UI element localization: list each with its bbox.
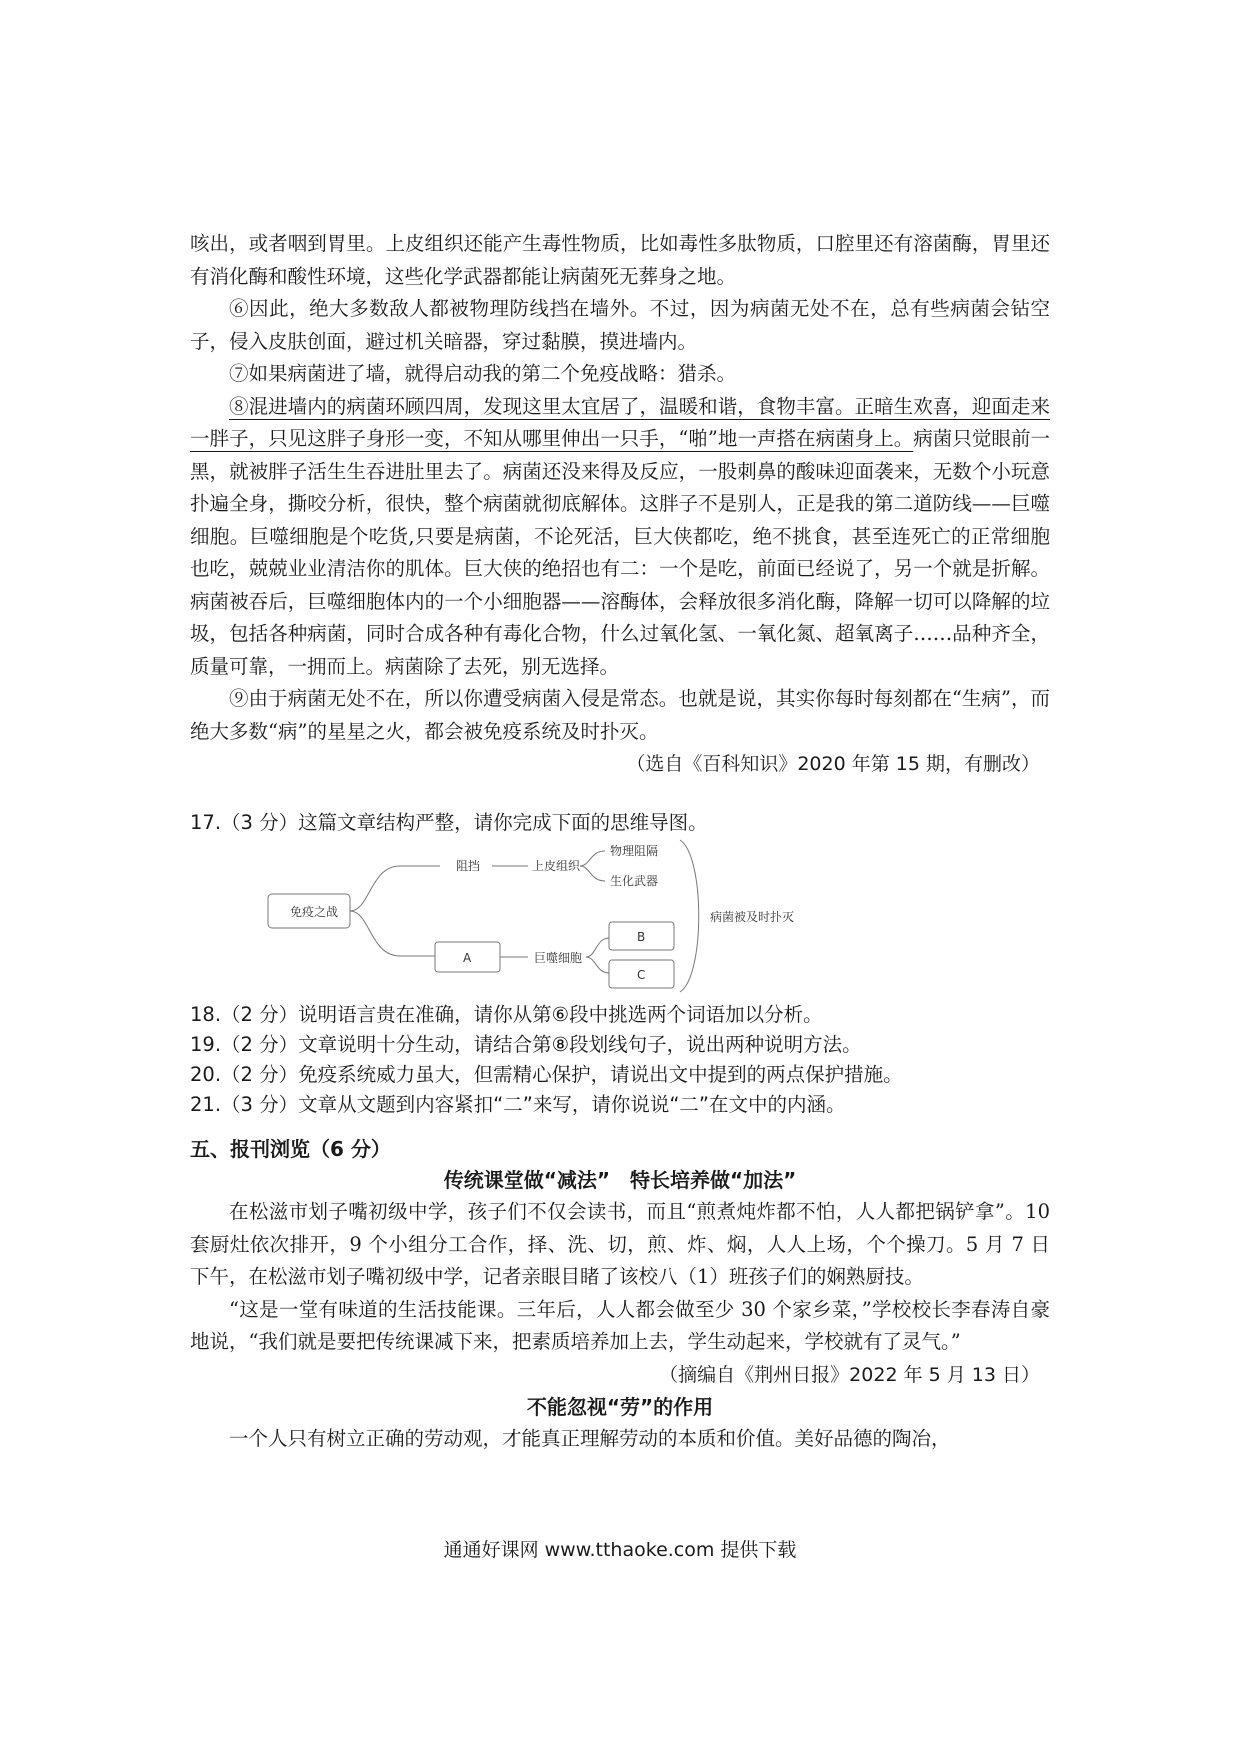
mindmap-a: A (463, 951, 472, 965)
question-18: 18.（2 分）说明语言贵在准确，请你从第⑥段中挑选两个词语加以分析。 (190, 1003, 823, 1026)
article-1-para-2: “这是一堂有味道的生活技能课。三年后，人人都会做至少 30 个家乡菜，”学校校长李春涛自豪地说，“我们就是要把传统课减下来，把素质培养加上去，学生动起来，学校就有了灵气。” (190, 1297, 1050, 1353)
question-17-text: 17.（3 分）这篇文章结构严整，请你完成下面的思维导图。 (190, 811, 708, 834)
paragraph-9: ⑨由于病菌无处不在，所以你遭受病菌入侵是常态。也就是说，其实你每时每刻都在“生病”，而绝大多数“病”的星星之火，都会被免疫系统及时扑灭。 (190, 687, 1050, 743)
mindmap-brace (680, 840, 699, 992)
article-source: （选自《百科知识》2020 年第 15 期，有删改） (626, 753, 1040, 775)
paragraph-6: ⑥因此，绝大多数敌人都被物理防线挡在墙外。不过，因为病菌无处不在，总有些病菌会钻空子，侵入皮肤创面，避过机关暗器，穿过黏膜，摸进墙内。 (190, 297, 1050, 353)
mindmap-result: 病菌被及时扑灭 (710, 910, 795, 924)
section-heading: 五、报刊浏览（6 分） (190, 1137, 391, 1161)
mindmap-block: 阻挡 (456, 859, 481, 873)
article-2-para-1: 一个人只有树立正确的劳动观，才能真正理解劳动的本质和价值。美好品德的陶冶， (229, 1426, 951, 1450)
paragraph-8 (190, 391, 1050, 684)
section-5 (190, 1134, 1050, 1455)
mindmap-macrophage: 巨噬细胞 (534, 951, 583, 965)
mindmap-c: C (637, 968, 646, 982)
mindmap-root: 免疫之战 (290, 905, 339, 919)
footer: 通通好课网 www.tthaoke.com 提供下载 (443, 1539, 797, 1561)
article-1-title: 传统课堂做“减法” 特长培养做“加法” (443, 1168, 797, 1192)
questions-18-21 (190, 1000, 1050, 1120)
question-19: 19.（2 分）文章说明十分生动，请结合第⑧段划线句子，说出两种说明方法。 (190, 1033, 862, 1056)
mindmap-epithelium: 上皮组织 (532, 859, 581, 873)
article-1-source: （摘编自《荆州日报》2022 年 5 月 13 日） (659, 1363, 1040, 1386)
mind-map (260, 836, 860, 996)
question-21: 21.（3 分）文章从文题到内容紧扣“二”来写，请你说说“二”在文中的内涵。 (190, 1093, 846, 1116)
mindmap-b: B (637, 930, 646, 944)
article-2-title: 不能忽视“劳”的作用 (526, 1394, 714, 1419)
underlined-sentence: ⑧混进墙内的病菌环顾四周，发现这里太宜居了，温暖和谐，食物丰富。正暗生欢喜，迎面走来一胖子，只见这胖子身形一变，不知从哪里伸出一只手，“啪”地一声搭在病菌身上。 (190, 394, 1050, 450)
mindmap-chemical: 生化武器 (610, 874, 659, 888)
paragraph-7: ⑦如果病菌进了墙，就得启动我的第二个免疫战略：猎杀。 (229, 362, 737, 385)
mindmap-physical: 物理阻隔 (610, 844, 659, 858)
paragraph-continued: 咳出，或者咽到胃里。上皮组织还能产生毒性物质，比如毒性多肽物质，口腔里还有溶菌酶，胃里还有消化酶和酸性环境，这些化学武器都能让病菌死无葬身之地。 (190, 232, 1050, 288)
article-body (190, 228, 1050, 780)
paragraph-8-rest: 病菌只觉眼前一黑，就被胖子活生生吞进肚里去了。病菌还没来得及反应，一股刺鼻的酸味迎面袭来，无数个小玩意扑遍全身，撕咬分析，很快，整个病菌就彻底解体。这胖子不是别人，正是我的第二道防线——巨噬细胞。巨噬细胞是个吃货,只要是病菌，不论死活，巨大侠都吃，绝不挑食，甚至连死亡的正常细胞也吃，兢兢业业清洁你的肌体。巨大侠的绝招也有二：一个是吃，前面已经说了，另一个就是折解。病菌被吞后，巨噬细胞体内的一个小细胞器——溶酶体，会释放很多消化酶，降解一切可以降解的垃圾，包括各种病菌，同时合成各种有毒化合物，什么过氧化氢、一氧化氮、超氧离子……品种齐全，质量可靠，一拥而上。病菌除了去死，别无选择。 (190, 427, 1050, 678)
question-20: 20.（2 分）免疫系统威力虽大，但需精心保护，请说出文中提到的两点保护措施。 (190, 1063, 903, 1086)
question-17 (190, 808, 1050, 838)
article-1-para-1: 在松滋市划子嘴初级中学，孩子们不仅会读书，而且“煎煮炖炸都不怕，人人都把锅铲拿”。10 套厨灶依次排开，9 个小组分工合作，择、洗、切，煎、炸、焖，人人上场，个个操刀。5 月 7 日下午，在松滋市划子嘴初级中学，记者亲眼目睹了该校八（1）班孩子们的娴熟厨技。 (190, 1200, 1050, 1288)
